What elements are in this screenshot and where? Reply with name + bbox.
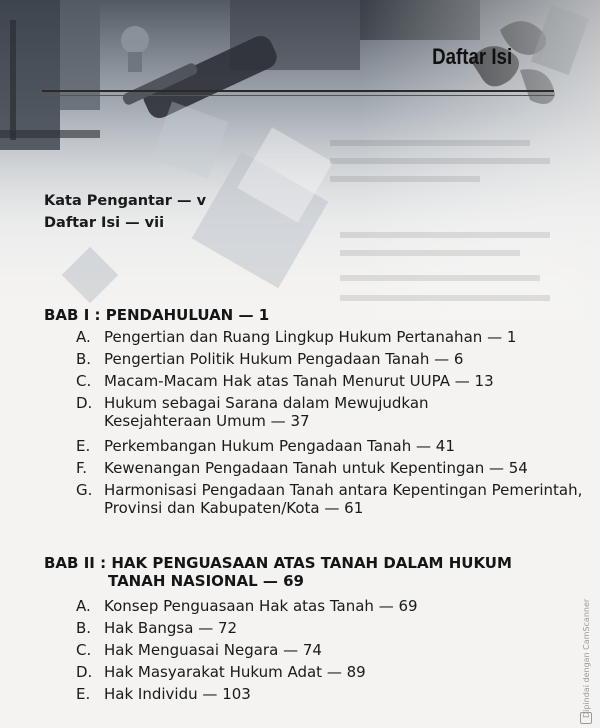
scanner-watermark: Dipindai dengan CamScanner (582, 598, 591, 718)
toc-item[interactable]: B. Pengertian Politik Hukum Pengadaan Tanah — 6 (76, 350, 464, 368)
chapter-label: BAB II : (44, 554, 107, 572)
title-divider-thin (42, 95, 554, 96)
toc-item[interactable]: B. Hak Bangsa — 72 (76, 619, 238, 637)
toc-item[interactable]: F. Kewenangan Pengadaan Tanah untuk Kepentingan — 54 (76, 459, 528, 477)
toc-chapter-heading[interactable]: BAB I : PENDAHULUAN — 1 (44, 306, 270, 324)
toc-item[interactable]: A. Konsep Penguasaan Hak atas Tanah — 69 (76, 597, 418, 615)
toc-item[interactable]: D. Hukum sebagai Sarana dalam Mewujudkan Kesejahteraan Umum — 37 (76, 394, 429, 430)
chapter-title: PENDAHULUAN (105, 306, 234, 324)
toc-front-label: Daftar Isi (44, 215, 121, 231)
chapter-page: 69 (283, 572, 304, 590)
toc-front-label: Kata Pengantar (44, 193, 172, 209)
chapter-title-cont: TANAH NASIONAL (108, 572, 258, 590)
toc-front-page: vii (144, 215, 165, 231)
toc-item[interactable]: C. Hak Menguasai Negara — 74 (76, 641, 322, 659)
chapter-label: BAB I : (44, 306, 101, 324)
toc-front-entry[interactable]: Kata Pengantar — v (44, 193, 207, 209)
toc-chapter-heading[interactable]: BAB II : HAK PENGUASAAN ATAS TANAH DALAM HUKUM TANAH NASIONAL — 69 (44, 554, 512, 590)
title-divider (42, 90, 554, 92)
toc-front-entry[interactable]: Daftar Isi — vii (44, 215, 165, 231)
page-title: Daftar Isi (431, 44, 512, 69)
toc-item[interactable]: D. Hak Masyarakat Hukum Adat — 89 (76, 663, 366, 681)
toc-item[interactable]: A. Pengertian dan Ruang Lingkup Hukum Pertanahan — 1 (76, 328, 517, 346)
toc-item[interactable]: G. Harmonisasi Pengadaan Tanah antara Kepentingan Pemerintah, Provinsi dan Kabupaten/Kota — 61 (76, 481, 583, 517)
chapter-title: HAK PENGUASAAN ATAS TANAH DALAM HUKUM (111, 554, 512, 572)
toc-item[interactable]: C. Macam-Macam Hak atas Tanah Menurut UUPA — 13 (76, 372, 494, 390)
toc-front-page: v (196, 193, 207, 209)
chapter-page: 1 (258, 306, 270, 324)
toc-item[interactable]: E. Perkembangan Hukum Pengadaan Tanah — 41 (76, 437, 455, 455)
toc-item[interactable]: E. Hak Individu — 103 (76, 685, 251, 703)
